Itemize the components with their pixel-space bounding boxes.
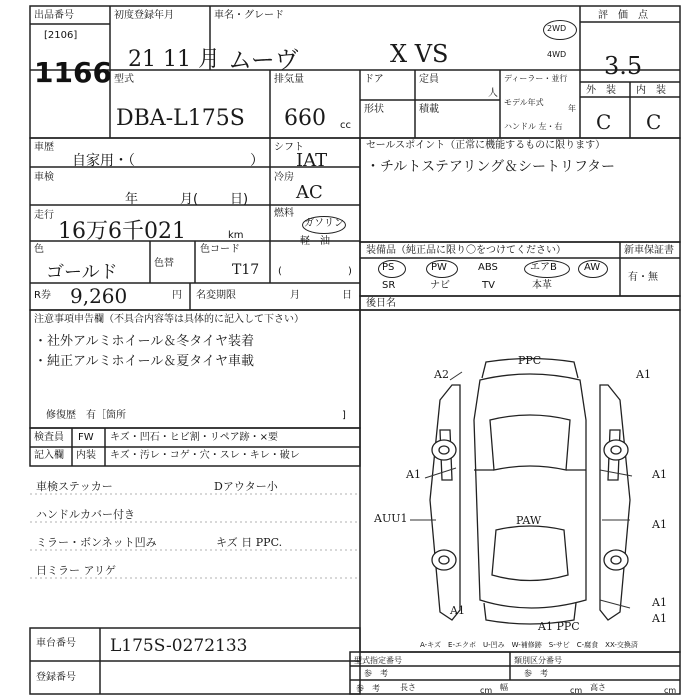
width-label: 幅 xyxy=(500,683,508,692)
equip-leather: 本革 xyxy=(532,280,552,291)
inspection-year: 年 xyxy=(125,192,139,207)
sales-points-value: ・チルトステアリング＆シートリフター xyxy=(366,159,616,175)
inspector-interior-items: キズ・汚レ・コゲ・穴・スレ・キレ・破レ xyxy=(110,450,300,461)
history-close: ） xyxy=(250,153,264,169)
after-label: 後日名 xyxy=(366,298,396,309)
color-code-label: 色コード xyxy=(200,244,240,255)
fuel-paren-open: ( xyxy=(278,266,282,277)
color-label: 色 xyxy=(34,244,44,255)
interior-label: 内 装 xyxy=(636,85,666,96)
interior-grade: C xyxy=(646,110,662,134)
grade: X VS xyxy=(390,40,449,68)
category-label: 類別区分番号 xyxy=(514,656,562,665)
diagram-left-a1-bottom: A1 xyxy=(450,604,465,617)
exterior-label: 外 装 xyxy=(586,85,616,96)
inspector-label: 検査員 xyxy=(34,432,64,443)
auction-code: [2106] xyxy=(44,30,78,41)
aircon-label: 冷房 xyxy=(274,172,294,183)
color-code-value: T17 xyxy=(232,262,260,278)
mileage-value: 16万6千021 xyxy=(58,219,186,244)
aircon-value: AC xyxy=(296,182,323,203)
reference-label-1: 参 考 xyxy=(364,669,388,678)
first-reg-value: 21 11 月 xyxy=(128,47,220,72)
remark-1: 車検ステッカー xyxy=(36,480,113,493)
handle-label: ハンドル 左・右 xyxy=(504,122,563,131)
shift-value: IAT xyxy=(296,150,328,171)
type-value: DBA-L175S xyxy=(116,106,245,131)
remark-2: ハンドルカバー付き xyxy=(36,508,135,521)
mileage-label: 走行 xyxy=(34,210,54,221)
fuel-gasoline: ガソリン xyxy=(304,218,344,229)
lot-number: 1166 xyxy=(34,56,112,89)
displacement-value: 660 xyxy=(284,106,326,131)
diagram-legend: A-キズ E-エクボ U-凹み W-補修跡 S-サビ C-腐食 XX-交換済 xyxy=(420,641,638,649)
model-designation-label: 型式指定番号 xyxy=(354,656,402,665)
remark-3: ミラー・ボンネット凹み xyxy=(36,536,157,549)
shift-label: シフト xyxy=(274,142,304,153)
fuel-label: 燃料 xyxy=(274,208,294,219)
fuel-diesel: 軽 油 xyxy=(300,236,330,247)
exterior-grade: C xyxy=(596,110,612,134)
displacement-unit: cc xyxy=(340,120,351,131)
chassis-value: L175S-0272133 xyxy=(110,636,248,656)
inspection-day: 日) xyxy=(230,192,249,207)
diagram-center-mark: PAW xyxy=(516,514,542,527)
diagram-right-a1-bottom: A1 xyxy=(652,612,667,625)
ref-3: 参 考 xyxy=(356,684,380,693)
equip-airbag: エアB xyxy=(530,262,557,273)
sales-points-label: セールスポイント（正常に機能するものに限ります） xyxy=(366,140,606,151)
displacement-label: 排気量 xyxy=(274,74,304,85)
notes-line-1: ・社外アルミホイール＆冬タイヤ装着 xyxy=(34,334,254,349)
registration-label: 登録番号 xyxy=(36,672,76,683)
dealer-label: ディーラー・並行 xyxy=(504,74,568,83)
overall-score: 3.5 xyxy=(604,52,643,80)
drive-2wd: 2WD xyxy=(547,24,567,33)
diagram-left-au: AUU1 xyxy=(374,512,408,525)
remark-6: キズ 日 PPC. xyxy=(216,536,283,549)
length-unit: cm xyxy=(480,686,493,695)
type-label: 型式 xyxy=(114,74,134,85)
capacity-unit: 人 xyxy=(488,88,498,99)
height-label: 高さ xyxy=(590,683,606,692)
fuel-paren-close: ) xyxy=(348,266,352,277)
recycle-label: R券 xyxy=(34,290,51,301)
history-label: 車歴 xyxy=(34,142,54,153)
diagram-top-mark: PPC xyxy=(518,354,542,367)
height-unit: cm xyxy=(664,686,677,695)
warranty-label: 新車保証書 xyxy=(624,245,674,256)
inspection-month: 月( xyxy=(180,192,199,207)
load-label: 積載 xyxy=(419,104,439,115)
model-grade-label: 車名・グレード xyxy=(214,10,284,21)
reference-label-2: 参 考 xyxy=(524,669,548,678)
door-label: ドア xyxy=(364,74,384,85)
history-value: 自家用・（ xyxy=(72,153,135,169)
remark-4: 日ミラー アリゲ xyxy=(36,564,116,577)
diagram-right-a1-mid: A1 xyxy=(652,518,667,531)
equip-pw: PW xyxy=(431,262,447,273)
equip-tv: TV xyxy=(482,280,495,291)
equip-navi: ナビ xyxy=(430,280,450,291)
shape-label: 形状 xyxy=(364,104,384,115)
year-unit: 年 xyxy=(568,104,576,113)
notes-line-2: ・純正アルミホイール＆夏タイヤ車載 xyxy=(34,354,254,369)
mileage-unit: km xyxy=(228,230,244,241)
transfer-month: 月 xyxy=(290,290,300,301)
inspection-label: 車検 xyxy=(34,172,54,183)
first-reg-label: 初度登録年月 xyxy=(114,10,174,21)
diagram-right-a1-top: A1 xyxy=(636,368,651,381)
diagram-left-a1: A1 xyxy=(406,468,421,481)
equip-ps: PS xyxy=(382,262,395,273)
length-label: 長さ xyxy=(400,683,416,692)
equip-aw: AW xyxy=(584,262,601,273)
capacity-label: 定員 xyxy=(419,74,439,85)
equipment-label: 装備品（純正品に限り〇をつけてください） xyxy=(366,245,566,256)
repaint-label: 色替 xyxy=(154,258,174,269)
width-unit: cm xyxy=(570,686,583,695)
diagram-right-a1-upper: A1 xyxy=(652,468,667,481)
drive-4wd: 4WD xyxy=(547,50,567,59)
model-year-label: モデル年式 xyxy=(504,98,544,107)
lot-number-label: 出品番号 xyxy=(34,10,74,21)
inspector-exterior-tag: FW xyxy=(78,432,94,443)
repair-history-close: ] xyxy=(342,410,346,421)
equip-abs: ABS xyxy=(478,262,498,273)
repair-history-label: 修復歴 有［箇所 xyxy=(46,410,126,421)
recycle-unit: 円 xyxy=(172,290,182,301)
remark-5: Dアウター小 xyxy=(214,480,278,493)
warranty-value: 有・無 xyxy=(628,272,658,283)
score-label: 評 価 点 xyxy=(598,10,648,21)
inspector-interior-tag: 内装 xyxy=(76,450,96,461)
color-value: ゴールド xyxy=(46,262,118,283)
recycle-value: 9,260 xyxy=(70,284,128,308)
diagram-left-a2: A2 xyxy=(434,368,449,381)
transfer-label: 名変期限 xyxy=(196,290,236,301)
model-name: ムーヴ xyxy=(228,46,299,74)
diagram-bottom-mark: A1 PPC xyxy=(538,620,580,633)
notes-label: 注意事項申告欄（不具合内容等は具体的に記入して下さい） xyxy=(34,314,304,325)
transfer-day: 日 xyxy=(342,290,352,301)
chassis-label: 車台番号 xyxy=(36,638,76,649)
diagram-right-a1-lower: A1 xyxy=(652,596,667,609)
inspector-exterior-items: キズ・凹石・ヒビ割・リペア跡・×要 xyxy=(110,432,278,443)
inspector-label-2: 記入欄 xyxy=(34,450,64,461)
equip-sr: SR xyxy=(382,280,396,291)
